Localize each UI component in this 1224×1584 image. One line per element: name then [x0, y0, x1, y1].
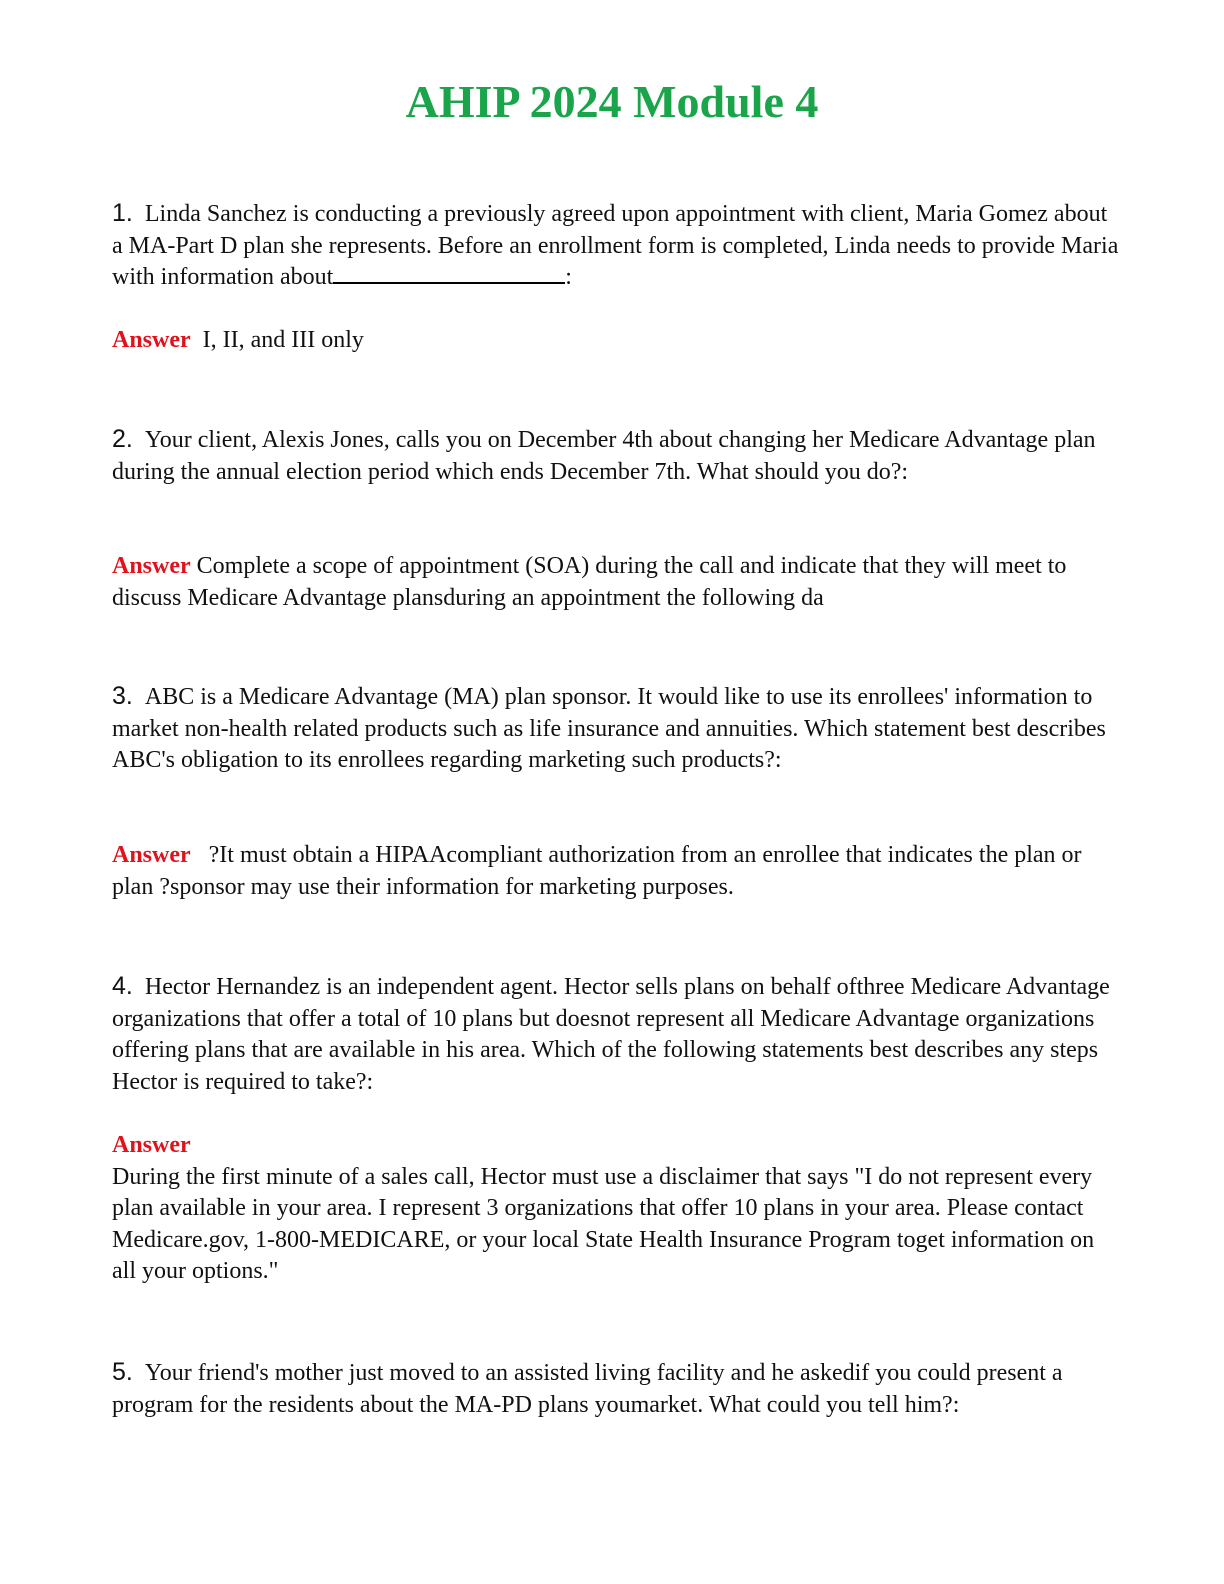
question-4-body: Hector Hernandez is an independent agent. Hector sells plans on behalf ofthree Medicare Advantage organizations that offer a total of 10 plans but doesnot represent all Medicare Advantage organizations offering plans that are available in his area. Which of the following statements best describes any steps Hector is required to take?: [112, 974, 1110, 1095]
question-5-number: 5. [112, 1358, 133, 1386]
question-3-body: ABC is a Medicare Advantage (MA) plan sponsor. It would like to use its enrollees' information to market non-health related products such as life insurance and annuities. Which statement best describes ABC's obligation to its enrollees regarding marketing such products?: [112, 684, 1106, 773]
page-title: AHIP 2024 Module 4 [405, 76, 819, 127]
answer-1 [112, 325, 1122, 357]
answer-2-label: Answer [112, 553, 191, 579]
answer-2-text: Complete a scope of appointment (SOA) during the call and indicate that they will meet to discuss Medicare Advantage plansduring an appointment the following da [112, 553, 1067, 611]
answer-1-label: Answer [112, 327, 191, 353]
answer-2 [112, 551, 1122, 614]
question-5 [112, 1357, 1122, 1421]
question-2-number: 2. [112, 425, 133, 453]
answer-4-text: During the first minute of a sales call, Hector must use a disclaimer that says "I do not represent every plan available in your area. I represent 3 organizations that offer 10 plans in your area. Please contact Medicare.gov, 1-800-MEDICARE, or your local State Health Insurance Program toget information on all your options." [112, 1163, 1095, 1284]
question-1 [112, 198, 1122, 294]
question-1-number: 1. [112, 199, 133, 227]
answer-3-text: ?It must obtain a HIPAAcompliant authorization from an enrollee that indicates the plan or plan ?sponsor may use their information for marketing purposes. [112, 842, 1082, 900]
question-5-body: Your friend's mother just moved to an assisted living facility and he askedif you could present a program for the residents about the MA-PD plans youmarket. What could you tell him?: [112, 1360, 1063, 1418]
question-1-text [112, 198, 1122, 294]
question-1-after-blank: : [565, 264, 572, 290]
answer-3-label: Answer [112, 842, 191, 868]
answer-4-label: Answer [112, 1132, 191, 1158]
question-4 [112, 971, 1122, 1098]
answer-3 [112, 840, 1122, 903]
question-3 [112, 681, 1122, 777]
question-2-body: Your client, Alexis Jones, calls you on December 4th about changing her Medicare Advantage plan during the annual election period which ends December 7th. What should you do?: [112, 427, 1096, 485]
question-3-number: 3. [112, 682, 133, 710]
answer-1-text: I, II, and III only [202, 327, 364, 353]
answer-4 [112, 1130, 1122, 1288]
question-2 [112, 424, 1122, 488]
question-1-body: Linda Sanchez is conducting a previously agreed upon appointment with client, Maria Gomez about a MA-Part D plan she represents. Before an enrollment form is completed, Linda needs to provide Maria with information about [112, 201, 1119, 290]
answer-blank [333, 262, 565, 284]
question-4-number: 4. [112, 972, 133, 1000]
